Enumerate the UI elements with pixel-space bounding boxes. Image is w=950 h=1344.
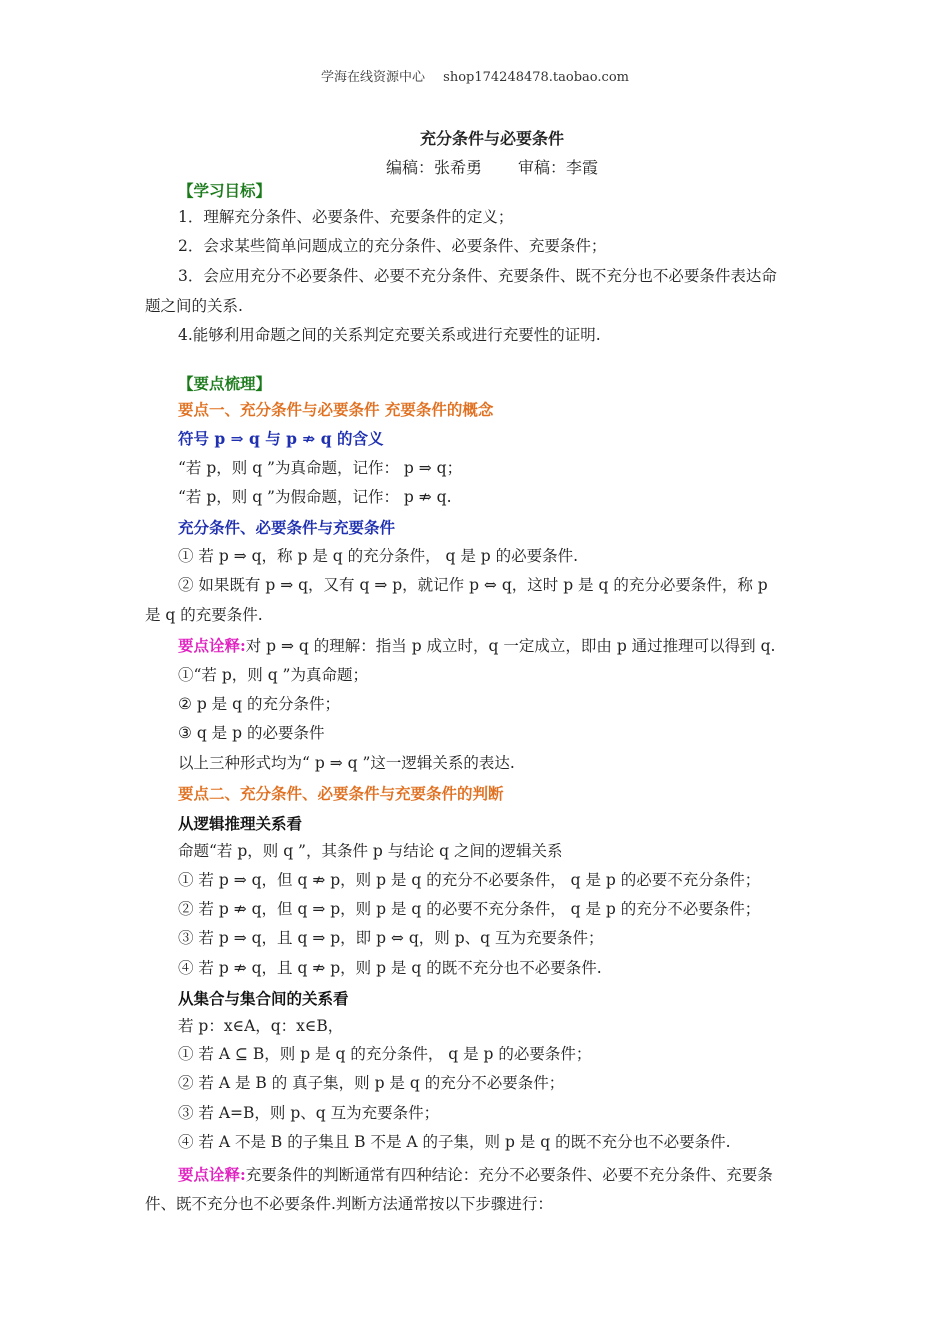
objective-1: 1．理解充分条件、必要条件、充要条件的定义； [178,208,514,226]
page-header [0,66,950,85]
subheading-conditions: 充分条件、必要条件与充要条件 [178,518,396,537]
annotation-label: 要点诠释: [178,1165,246,1184]
section-heading-objectives: 【学习目标】 [178,181,272,200]
header-site: 学海在线资源中心 [321,70,426,85]
text-line: “若 p，则 q ”为假命题，记作： p ⇏ q. [178,488,452,506]
doc-title: 充分条件与必要条件 [419,129,564,148]
key-point-2-heading: 要点二、充分条件、必要条件与充要条件的判断 [178,784,504,803]
list-item: ① 若 p ⇒ q，称 p 是 q 的充分条件， q 是 p 的必要条件. [178,547,579,565]
editor: 编稿：张希勇 [385,158,482,177]
annotation-text: 充要条件的判断通常有四种结论：充分不必要条件、必要不充分条件、充要条 [245,1166,773,1184]
list-item: ② p 是 q 的充分条件； [178,695,340,713]
key-point-1-heading: 要点一、充分条件与必要条件 充要条件的概念 [178,400,494,419]
list-item: ①“若 p，则 q ”为真命题； [178,666,368,684]
objective-2: 2．会求某些简单问题成立的充分条件、必要条件、充要条件； [178,237,607,255]
list-item: ④ 若 A 不是 B 的子集且 B 不是 A 的子集，则 p 是 q 的既不充分也不必要条件. [178,1133,731,1151]
text-line: 以上三种形式均为“ p ⇒ q ”这一逻辑关系的表达. [178,754,515,772]
text-line: 若 p：x∈A，q：x∈B， [178,1017,344,1035]
list-item: ③ 若 A=B，则 p、q 互为充要条件； [178,1104,440,1122]
list-item: ③ q 是 p 的必要条件 [178,724,325,742]
annotation-label: 要点诠释: [178,636,246,655]
list-item: ① 若 p ⇒ q，但 q ⇏ p，则 p 是 q 的充分不必要条件， q 是 p 的必要不充分条件； [178,871,761,889]
list-item: ① 若 A ⊆ B，则 p 是 q 的充分条件， q 是 p 的必要条件； [178,1045,592,1063]
objective-3: 3．会应用充分不必要条件、必要不充分条件、充要条件、既不充分也不必要条件表达命 [178,267,777,285]
list-item: ② 若 A 是 B 的 真子集，则 p 是 q 的充分不必要条件； [178,1074,565,1092]
objective-3-cont: 题之间的关系. [145,297,243,315]
list-item: ③ 若 p ⇒ q，且 q ⇒ p，即 p ⇔ q，则 p、q 互为充要条件； [178,929,604,947]
annotation-cont: 件、既不充分也不必要条件.判断方法通常按以下步骤进行： [145,1195,553,1213]
text-line: 命题“若 p，则 q ”，其条件 p 与结论 q 之间的逻辑关系 [178,842,563,860]
objective-4: 4.能够利用命题之间的关系判定充要关系或进行充要性的证明. [178,326,601,344]
list-item-cont: 是 q 的充要条件. [145,606,263,624]
doc-byline [0,155,950,178]
text-line: “若 p，则 q ”为真命题，记作： p ⇒ q； [178,459,463,477]
list-item: ② 如果既有 p ⇒ q，又有 q ⇒ p，就记作 p ⇔ q，这时 p 是 q 的充分必要条件，称 p [178,576,768,594]
subheading-logic: 从逻辑推理关系看 [178,814,303,833]
list-item: ② 若 p ⇏ q，但 q ⇒ p，则 p 是 q 的必要不充分条件， q 是 p 的充分不必要条件； [178,900,761,918]
section-heading-key-points: 【要点梳理】 [178,374,272,393]
subheading-symbol-meaning: 符号 p ⇒ q 与 p ⇏ q 的含义 [178,429,384,448]
header-shop: shop174248478.taobao.com [443,70,629,85]
reviewer: 审稿：李霞 [518,158,599,177]
list-item: ④ 若 p ⇏ q，且 q ⇏ p，则 p 是 q 的既不充分也不必要条件. [178,959,602,977]
annotation-text: 对 p ⇒ q 的理解：指当 p 成立时，q 一定成立，即由 p 通过推理可以得到 q. [245,637,776,655]
subheading-sets: 从集合与集合间的关系看 [178,989,349,1008]
annotation-line [178,635,775,657]
annotation-line [178,1164,773,1186]
